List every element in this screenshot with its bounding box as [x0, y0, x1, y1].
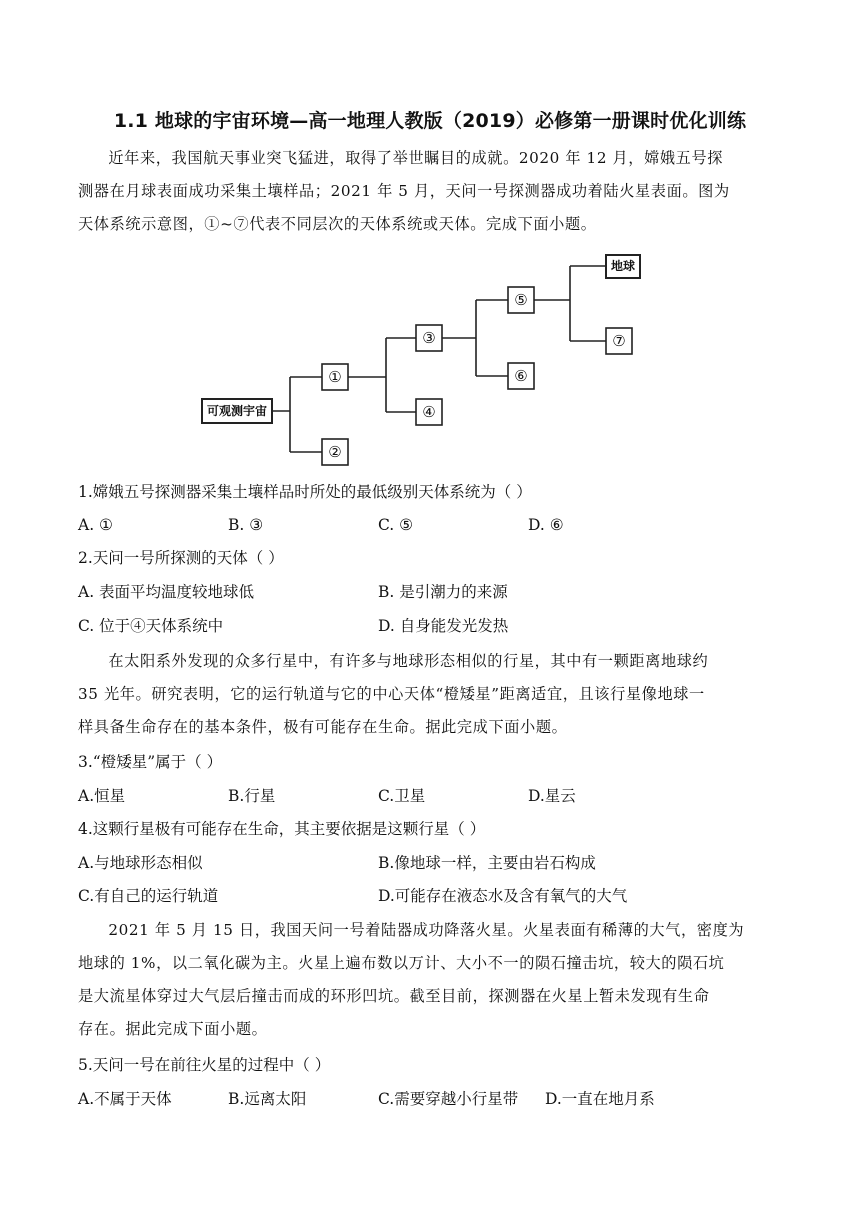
node-3-label: ③: [422, 329, 436, 347]
celestial-system-diagram: [0, 0, 860, 480]
intro3-line-4: 存在。据此完成下面小题。: [78, 1020, 268, 1038]
q2-option-d: D. 自身能发光发热: [378, 617, 509, 635]
intro2-line-1: 在太阳系外发现的众多行星中，有许多与地球形态相似的行星，其中有一颗距离地球约: [108, 652, 709, 670]
question-1-stem: 1.嫦娥五号探测器采集土壤样品时所处的最低级别天体系统为（ ）: [78, 483, 532, 501]
q1-option-a: A. ①: [78, 516, 113, 534]
q3-option-c: C.卫星: [378, 787, 426, 805]
intro1-line-3: 天体系统示意图，①~⑦代表不同层次的天体系统或天体。完成下面小题。: [78, 215, 597, 233]
question-5-stem: 5.天问一号在前往火星的过程中（ ）: [78, 1056, 331, 1074]
question-2-stem: 2.天问一号所探测的天体（ ）: [78, 549, 284, 567]
node-6-label: ⑥: [514, 367, 528, 385]
q1-option-b: B. ③: [228, 516, 264, 534]
node-4-label: ④: [422, 403, 436, 421]
intro2-line-2: 35 光年。研究表明，它的运行轨道与它的中心天体“橙矮星”距离适宜，且该行星像地球一: [78, 685, 705, 703]
intro2-line-3: 样具备生命存在的基本条件，极有可能存在生命。据此完成下面小题。: [78, 718, 568, 736]
q2-option-b: B. 是引潮力的来源: [378, 583, 508, 601]
q2-option-c: C. 位于④天体系统中: [78, 617, 224, 635]
q3-option-b: B.行星: [228, 787, 276, 805]
q4-option-d: D.可能存在液态水及含有氧气的大气: [378, 887, 628, 905]
intro1-line-1: 近年来，我国航天事业突飞猛进，取得了举世瞩目的成就。2020 年 12 月，嫦娥五号探: [108, 149, 724, 167]
intro-paragraph-3: [78, 914, 780, 1046]
question-3-stem: 3.“橙矮星”属于（ ）: [78, 753, 223, 771]
q3-option-d: D.星云: [528, 787, 576, 805]
intro3-line-3: 是大流星体穿过大气层后撞击而成的环形凹坑。截至目前，探测器在火星上暂未发现有生命: [78, 987, 710, 1005]
q4-option-a: A.与地球形态相似: [78, 854, 203, 872]
intro3-line-2: 地球的 1%，以二氧化碳为主。火星上遍布数以万计、大小不一的陨石撞击坑，较大的陨石坑: [78, 954, 725, 972]
node-root-label: 可观测宇宙: [206, 404, 268, 418]
q4-option-c: C.有自己的运行轨道: [78, 887, 219, 905]
page-title: 1.1 地球的宇宙环境—高一地理人教版（2019）必修第一册课时优化训练: [113, 110, 747, 132]
node-2-label: ②: [328, 443, 342, 461]
q5-option-c: C.需要穿越小行星带: [378, 1090, 519, 1108]
intro3-line-1: 2021 年 5 月 15 日，我国天问一号着陆器成功降落火星。火星表面有稀薄的大气，密度为: [108, 921, 745, 939]
node-5-label: ⑤: [514, 291, 528, 309]
q5-option-d: D.一直在地月系: [545, 1090, 655, 1108]
q1-option-c: C. ⑤: [378, 516, 414, 534]
q5-option-a: A.不属于天体: [78, 1090, 172, 1108]
q4-option-b: B.像地球一样，主要由岩石构成: [378, 854, 596, 872]
q3-option-a: A.恒星: [78, 787, 126, 805]
intro-paragraph-2: [78, 645, 780, 744]
node-1-label: ①: [328, 368, 342, 386]
q5-option-b: B.远离太阳: [228, 1090, 307, 1108]
intro1-line-2: 测器在月球表面成功采集土壤样品；2021 年 5 月，天问一号探测器成功着陆火星表面。图为: [78, 182, 730, 200]
q1-option-d: D. ⑥: [528, 516, 564, 534]
node-7-label: ⑦: [612, 332, 626, 350]
q2-option-a: A. 表面平均温度较地球低: [78, 583, 255, 601]
question-4-stem: 4.这颗行星极有可能存在生命，其主要依据是这颗行星（ ）: [78, 820, 486, 838]
node-earth-label: 地球: [610, 259, 636, 273]
